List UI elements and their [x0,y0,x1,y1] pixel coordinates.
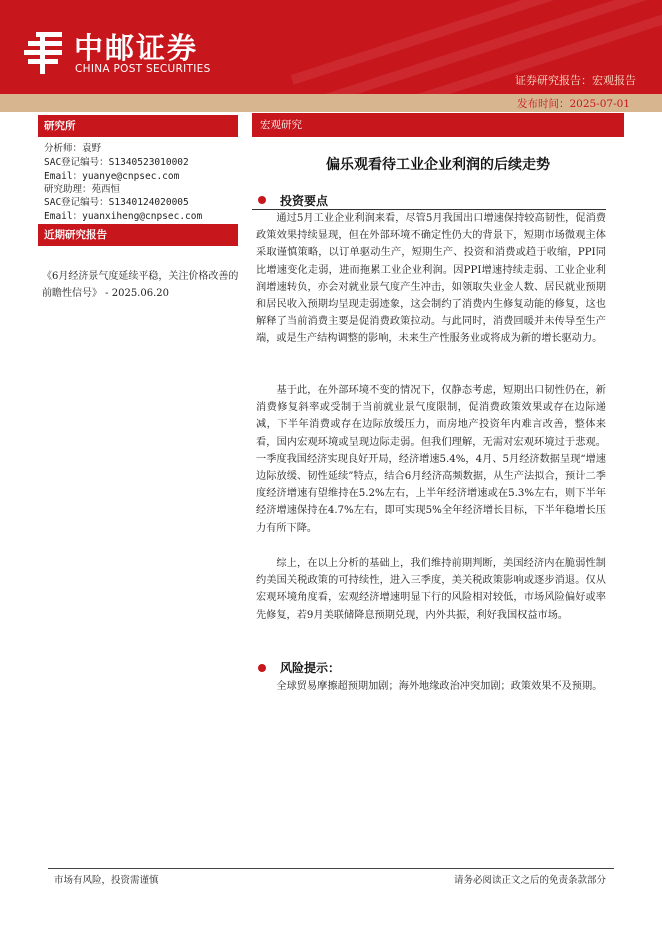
footer-disclaimer-note: 请务必阅读正文之后的免责条款部分 [453,875,606,886]
bullet-icon [258,664,266,672]
assistant-email[interactable]: Email：yuanxiheng@cnpsec.com [44,211,203,222]
research-institute-heading: 研究所 [38,115,238,137]
investment-highlights-heading: 投资要点 [280,194,329,208]
analyst-sac: SAC登记编号：S1340523010002 [44,157,189,168]
report-title: 偏乐观看待工业企业利润的后续走势 [326,157,550,173]
recent-report-link[interactable]: 《6月经济景气度延续平稳，关注价格改善的前瞻性信号》 - 2025.06.20 [42,271,239,299]
footer-risk-note: 市场有风险，投资需谨慎 [54,875,159,886]
analyst-email[interactable]: Email：yuanye@cnpsec.com [44,171,180,182]
company-name-cn: 中邮证券 [74,31,199,65]
report-type: 证券研究报告：宏观报告 [515,74,636,87]
china-post-logo-icon [22,30,66,76]
section-label: 宏观研究 [252,113,624,137]
assistant-name: 研究助理：苑西恒 [44,184,121,195]
publish-date: 发布时间：2025-07-01 [516,98,630,110]
paragraph-3: 综上，在以上分析的基础上，我们维持前期判断，美国经济内在脆弱性制约美国关税政策的可持续性，进入三季度，美关税政策影响或逐步消退。仅从宏观环境角度看，宏观经济增速明显下行的风险相对较低，市场风险偏好或率先修复，若9月美联储降息预期兑现，内外共振，利好我国权益市场。 [256,558,606,621]
footer-rule [48,868,614,869]
risk-heading: 风险提示： [280,661,341,675]
assistant-sac: SAC登记编号：S1340124020005 [44,197,189,208]
paragraph-1: 通过5月工业企业利润来看，尽管5月我国出口增速保持较高韧性，促消费政策效果持续显现，但在外部环境不确定性仍大的背景下，短期市场微观主体采取谨慎策略，以订单驱动生产，短期生产、投资和消费或趋于收缩，PPI同比增速变化走弱，进而拖累工业企业利润。因PPI增速持续走弱、工业企业利润增速转负，亦会对就业景气度产生冲击，如领取失业金人数、居民就业预期和居民收入预期均呈现走弱迹象，这会制约了消费内生修复动能的修复，这也解释了当前消费主要是促消费政策拉动。与此同时，消费回暖并未传导至生产端，或是生产结构调整的影响，未来生产性服务业或将成为新的增长驱动力。 [256,213,606,345]
bullet-icon [258,196,266,204]
company-name-en: CHINA POST SECURITIES [75,63,211,75]
paragraph-2: 基于此，在外部环境不变的情况下，仅静态考虑，短期出口韧性仍在，新消费修复斜率或受制于当前就业景气度限制，促消费政策效果或存在边际递减，下半年消费或存在边际放缓压力，而房地产投资年内难言改善，整体来看，国内宏观环境或呈现边际走弱。但我们理解，无需对宏观环境过于悲观。一季度我国经济实现良好开局，经济增速5.4%，4月、5月经济数据呈现“增速边际放缓、韧性延续”特点，结合6月经济高频数据，从生产法拟合，预计二季度经济增速有望维持在5.2%左右，上半年经济增速或在5.3%左右，则下半年经济增速保持在4.7%左右，即可实现5%全年经济增长目标，下半年稳增长压力有所下降。 [256,385,606,534]
report-header [0,0,662,94]
analyst-name: 分析师：袁野 [44,143,102,154]
risk-text: 全球贸易摩擦超预期加剧；海外地缘政治冲突加剧；政策效果不及预期。 [276,681,603,692]
recent-reports-heading: 近期研究报告 [38,224,238,246]
